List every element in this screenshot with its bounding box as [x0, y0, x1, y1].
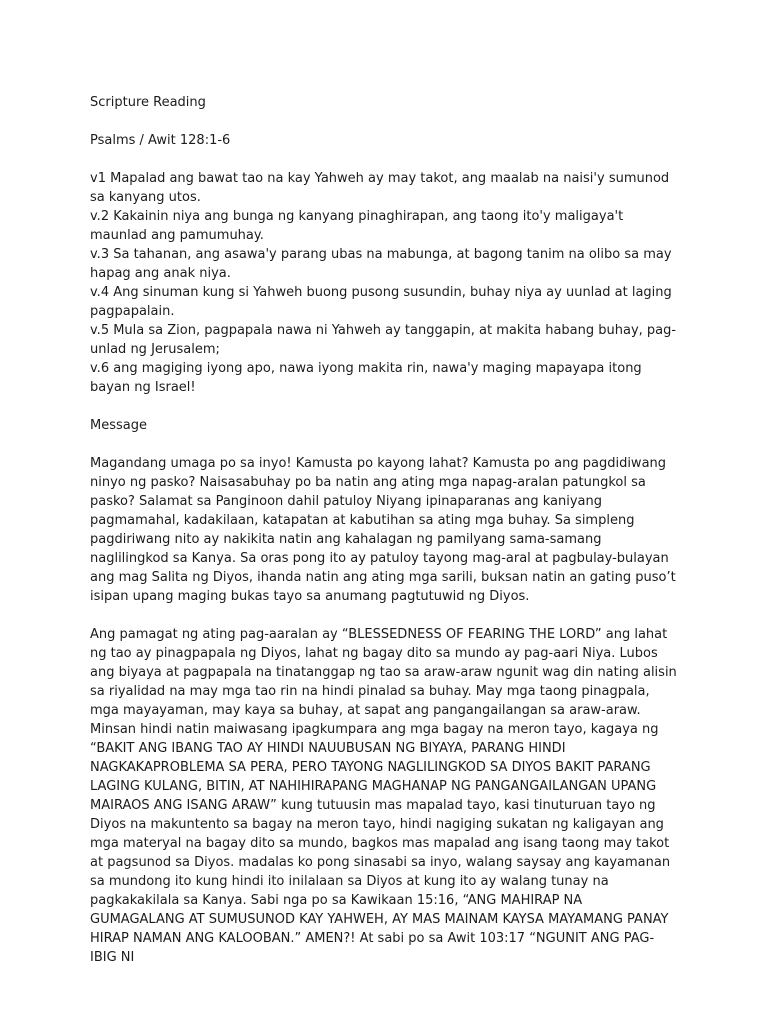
- section-heading-scripture: Scripture Reading: [90, 95, 206, 110]
- verse-1: v1 Mapalad ang bawat tao na kay Yahweh ay may takot, ang maalab na naisi'y sumunod sa kanyang utos.: [90, 171, 670, 205]
- verse-2: v.2 Kakainin niya ang bunga ng kanyang pinaghirapan, ang taong ito'y maligaya't maunlad ang pamumuhay.: [90, 209, 624, 243]
- document-body: [90, 93, 678, 967]
- verse-6: v.6 ang magiging iyong apo, nawa iyong makita rin, nawa'y maging mapayapa itong bayan ng Israel!: [90, 361, 642, 395]
- verse-4: v.4 Ang sinuman kung si Yahweh buong pusong susundin, buhay niya ay uunlad at laging pagpapalain.: [90, 285, 672, 319]
- section-heading-message: Message: [90, 418, 147, 433]
- message-paragraph-1: Magandang umaga po sa inyo! Kamusta po kayong lahat? Kamusta po ang pagdidiwang ninyo ng pasko? Naisasabuhay po ba natin ang ating mga napag-aralan patungkol sa pasko? Salamat sa Panginoon dahil patuloy Niyang ipinaparanas ang kaniyang pagmamahal, kadakilaan, katapatan at kabutihan sa ating mga buhay. Sa simpleng pagdiriwang nito ay nakikita natin ang kahalagan ng pamilyang sama-samang naglilingkod sa Kanya. Sa oras pong ito ay patuloy tayong mag-aral at pagbulay-bulayan ang mag Salita ng Diyos, ihanda natin ang ating mga sarili, buksan natin an gating puso’t isipan upang maging bukas tayo sa anumang pagtutuwid ng Diyos.: [90, 456, 676, 604]
- verse-3: v.3 Sa tahanan, ang asawa'y parang ubas na mabunga, at bagong tanim na olibo sa may hapag ang anak niya.: [90, 247, 672, 281]
- verse-5: v.5 Mula sa Zion, pagpapala nawa ni Yahweh ay tanggapin, at makita habang buhay, pag-unlad ng Jerusalem;: [90, 323, 677, 357]
- message-paragraph-2: Ang pamagat ng ating pag-aaralan ay “BLESSEDNESS OF FEARING THE LORD” ang lahat ng tao ay pinagpapala ng Diyos, lahat ng bagay dito sa mundo ay pag-aari Niya. Lubos ang biyaya at pagpapala na tinatanggap ng tao sa araw-araw ngunit wag din nating alisin sa riyalidad na may mga tao rin na hindi pinalad sa buhay. May mga taong pinagpala, mga mayayaman, may kaya sa buhay, at sapat ang pangangailangan sa araw-araw. Minsan hindi natin maiwasang ipagkumpara ang mga bagay na meron tayo, kagaya ng “BAKIT ANG IBANG TAO AY HINDI NAUUBUSAN NG BIYAYA, PARANG HINDI NAGKAKAPROBLEMA SA PERA, PERO TAYONG NAGLILINGKOD SA DIYOS BAKIT PARANG LAGING KULANG, BITIN, AT NAHIHIRAPANG MAGHANAP NG PANGANGAILANGAN UPANG MAIRAOS ANG ISANG ARAW” kung tutuusin mas mapalad tayo, kasi tinuturuan tayo ng Diyos na makuntento sa bagay na meron tayo, hindi nagiging sukatan ng kaligayan ang mga materyal na bagay dito sa mundo, bagkos mas mapalad ang isang taong may takot at pagsunod sa Diyos. madalas ko pong sinasabi sa inyo, walang saysay ang kayamanan sa mundong ito kung hindi ito inilalaan sa Diyos at kung ito ay walang tunay na pagkakakilala sa Kanya. Sabi nga po sa Kawikaan 15:16, “ANG MAHIRAP NA GUMAGALANG AT SUMUSUNOD KAY YAHWEH, AY MAS MAINAM KAYSA MAYAMANG PANAY HIRAP NAMAN ANG KALOOBAN.” AMEN?! At sabi po sa Awit 103:17 “NGUNIT ANG PAG-IBIG NI: [90, 627, 677, 965]
- scripture-reference: Psalms / Awit 128:1-6: [90, 133, 231, 148]
